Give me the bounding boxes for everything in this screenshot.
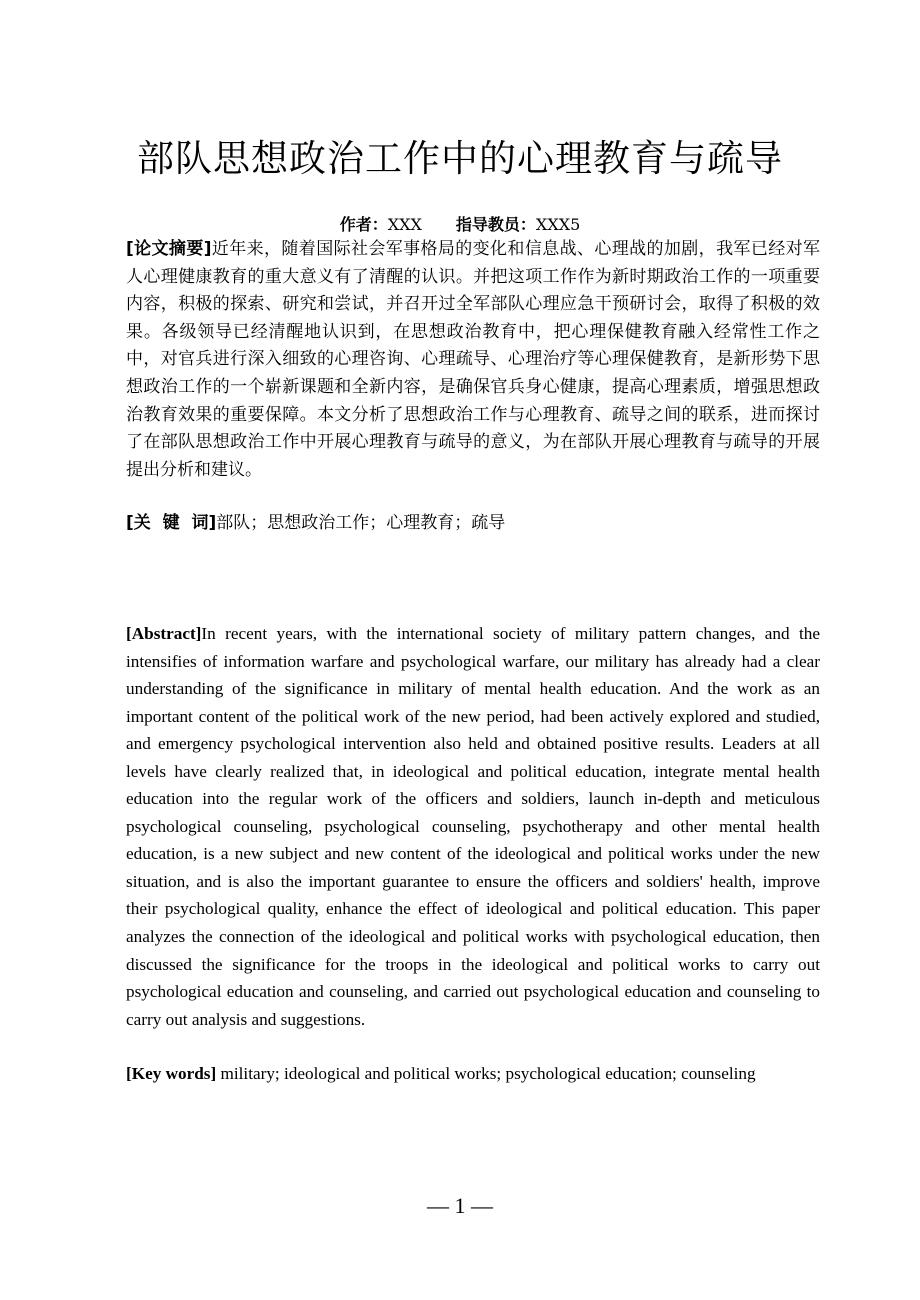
chinese-abstract-label: [论文摘要] — [126, 239, 212, 259]
advisor-name: XXX5 — [535, 215, 581, 234]
chinese-keywords-label: [关 键 词] — [126, 513, 217, 533]
chinese-keywords-text: 部队；思想政治工作；心理教育；疏导 — [216, 513, 506, 533]
author-line — [0, 212, 920, 235]
english-keywords-text: military; ideological and political works; psychological education; counseling — [216, 1064, 756, 1083]
chinese-abstract — [126, 236, 820, 484]
author-label: 作者： — [339, 215, 388, 234]
chinese-keywords — [126, 510, 820, 537]
english-abstract — [126, 620, 820, 1033]
english-abstract-label: [Abstract] — [126, 624, 202, 643]
paper-title: 部队思想政治工作中的心理教育与疏导 — [137, 137, 783, 180]
advisor-label: 指导教员： — [455, 215, 536, 234]
page-number: — 1 — — [427, 1193, 493, 1218]
chinese-abstract-text: 近年来，随着国际社会军事格局的变化和信息战、心理战的加剧，我军已经对军人心理健康教育的重大意义有了清醒的认识。并把这项工作作为新时期政治工作的一项重要内容，积极的探索、研究和尝试，并召开过全军部队心理应急干预研讨会，取得了积极的效果。各级领导已经清醒地认识到，在思想政治教育中，把心理保健教育融入经常性工作之中，对官兵进行深入细致的心理咨询、心理疏导、心理治疗等心理保健教育，是新形势下思想政治工作的一个崭新课题和全新内容，是确保官兵身心健康，提高心理素质，增强思想政治教育效果的重要保障。本文分析了思想政治工作与心理教育、疏导之间的联系，进而探讨了在部队思想政治工作中开展心理教育与疏导的意义，为在部队开展心理教育与疏导的开展提出分析和建议。 — [126, 239, 821, 480]
english-keywords — [126, 1060, 820, 1087]
english-keywords-label: [Key words] — [126, 1064, 217, 1083]
english-abstract-text: In recent years, with the international society of military pattern changes, and the intensifies of information warfare and psychological warfare, our military has already had a clear understanding of the significance in military of mental health education. And the work as an important content of the political work of the new period, had been actively explored and studied, and emergency psychological intervention also held and obtained positive results. Leaders at all levels have clearly realized that, in ideological and political education, integrate mental health education into the regular work of the officers and soldiers, launch in-depth and meticulous psychological counseling, psychological counseling, psychotherapy and other mental health education, is a new subject and new content of the ideological and political works under the new situation, and is also the important guarantee to ensure the officers and soldiers' health, improve their psychological quality, enhance the effect of ideological and political education. This paper analyzes the connection of the ideological and political works with psychological education, then discussed the significance for the troops in the ideological and political works to carry out psychological education and counseling, and carried out psychological education and counseling to carry out analysis and suggestions. — [126, 624, 820, 1029]
author-name: XXX — [387, 215, 422, 234]
